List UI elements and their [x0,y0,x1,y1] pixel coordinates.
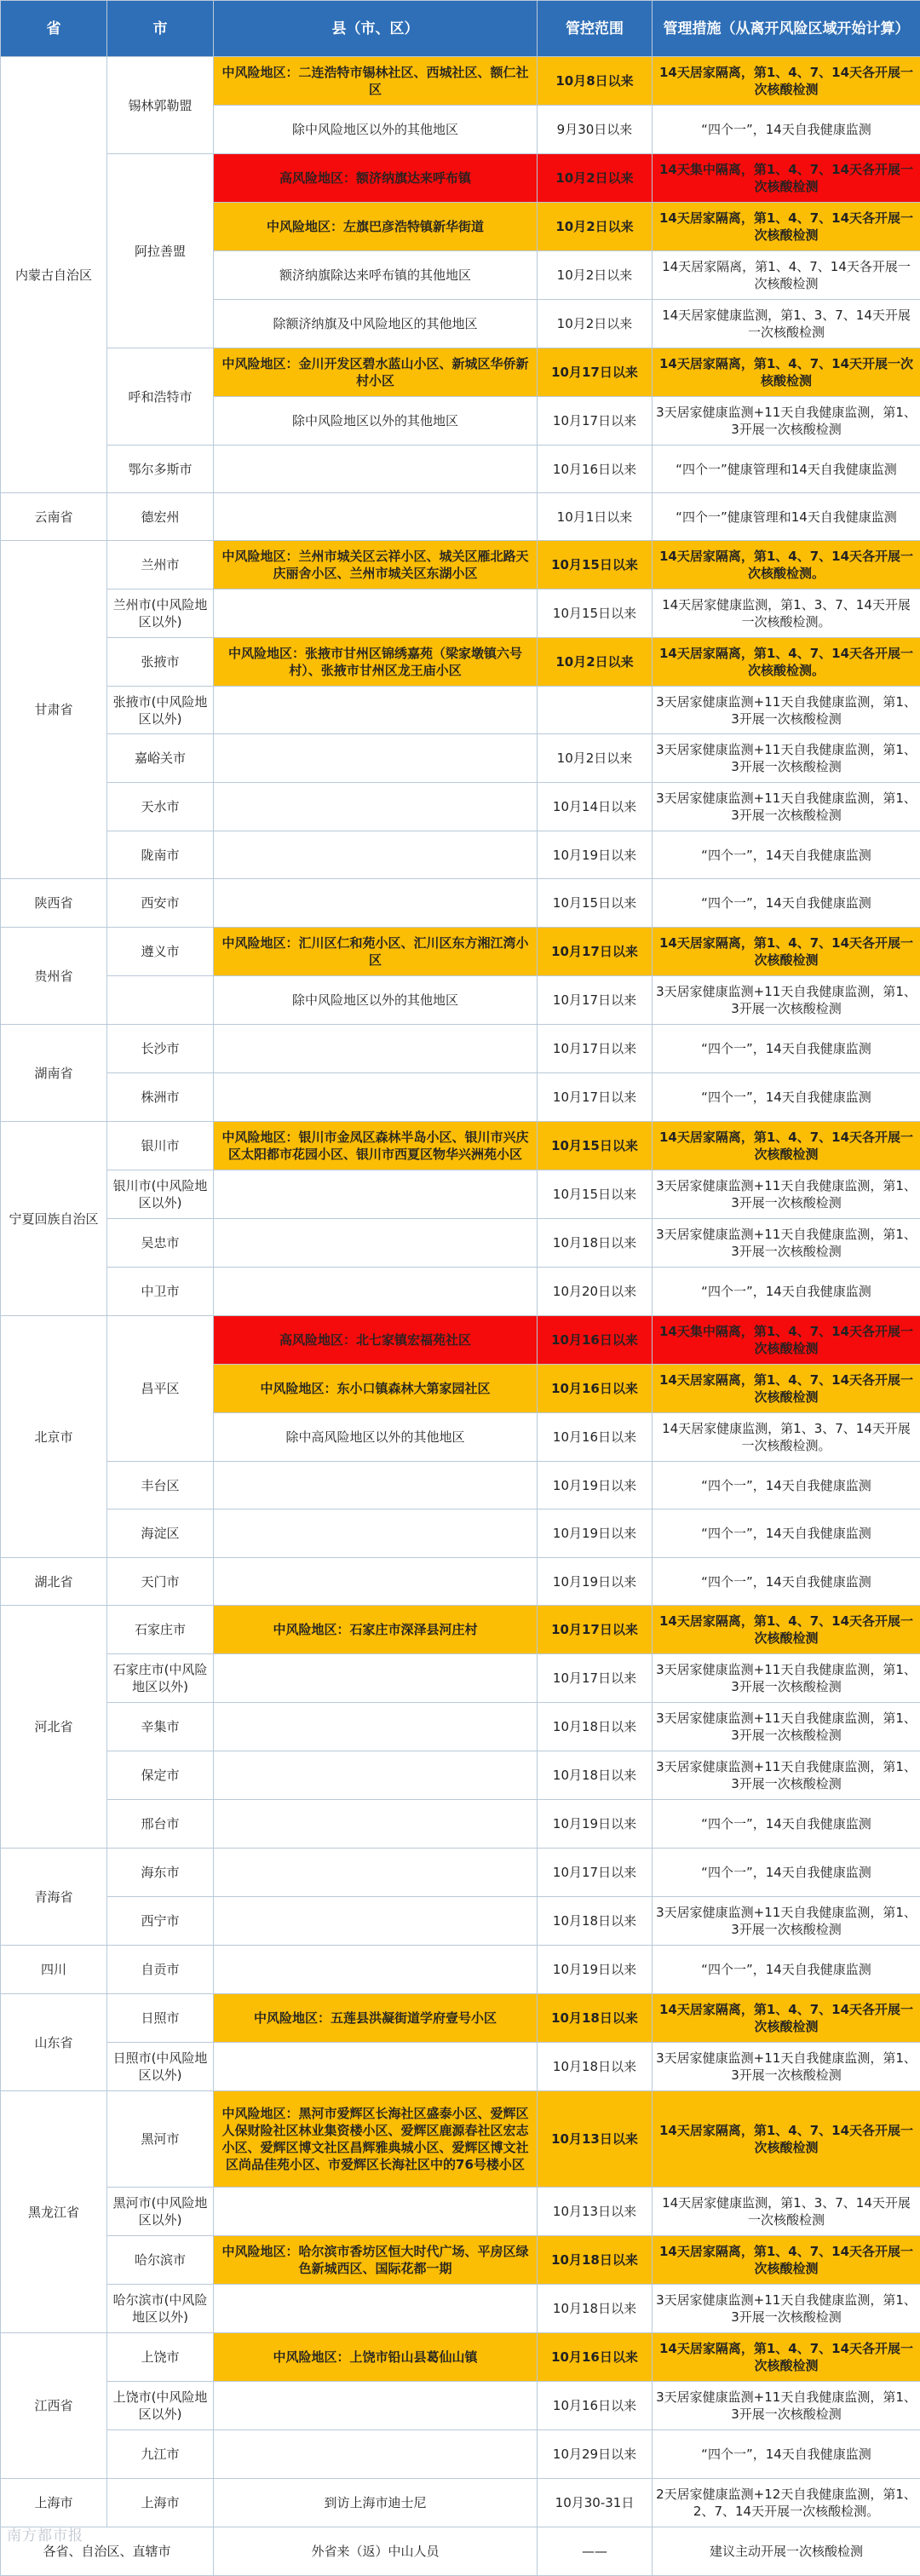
control-range-cell: 10月15日以来 [538,879,653,928]
control-range-cell: 10月16日以来 [538,1365,653,1413]
county-area-cell [214,1170,538,1219]
measure-cell: 14天居家健康监测，第1、3、7、14天开展一次核酸检测 [653,300,920,348]
county-area-cell: 中风险地区：金川开发区碧水蓝山小区、新城区华侨新村小区 [214,348,538,397]
table-row [1,831,920,879]
county-area-cell [214,1849,538,1897]
city-cell [107,976,214,1025]
city-cell: 昌平区 [107,1316,214,1462]
county-area-cell [214,1073,538,1122]
table-row [1,1849,920,1897]
measure-cell: 14天居家健康监测，第1、3、7、14天开展一次核酸检测。 [653,589,920,638]
measure-cell: “四个一”，14天自我健康监测 [653,106,920,154]
city-cell: 阿拉善盟 [107,154,214,348]
control-range-cell: 10月2日以来 [538,638,653,687]
county-area-cell: 中风险地区：银川市金凤区森林半岛小区、银川市兴庆区太阳都市花园小区、银川市西夏区物华兴洲苑小区 [214,1122,538,1170]
measure-cell: “四个一”健康管理和14天自我健康监测 [653,493,920,541]
measure-cell: 14天居家隔离，第1、4、7、14天各开展一次核酸检测 [653,1606,920,1654]
table-row [1,1800,920,1849]
table-row [1,687,920,734]
county-area-cell [214,783,538,831]
measure-cell: 14天居家健康监测，第1、3、7、14天开展一次核酸检测 [653,2188,920,2236]
county-area-cell: 到访上海市迪士尼 [214,2479,538,2527]
city-cell: 丰台区 [107,1462,214,1509]
measure-cell: 3天居家健康监测+11天自我健康监测，第1、3开展一次核酸检测 [653,1170,920,1219]
control-range-cell: 10月17日以来 [538,1606,653,1654]
table-row [1,2479,920,2527]
measure-cell: “四个一”，14天自我健康监测 [653,879,920,928]
county-area-cell: 除额济纳旗及中风险地区的其他地区 [214,300,538,348]
measure-cell: “四个一”，14天自我健康监测 [653,1558,920,1606]
county-area-cell [214,687,538,734]
measure-cell: 14天居家隔离，第1、4、7、14天各开展一次核酸检测。 [653,541,920,589]
table-row [1,1316,920,1365]
control-range-cell: 10月2日以来 [538,154,653,203]
table-row [1,1606,920,1654]
header-province: 省 [1,1,107,57]
measure-cell: 14天居家隔离，第1、4、7、14天各开展一次核酸检测 [653,203,920,251]
control-range-cell: 10月17日以来 [538,1654,653,1703]
measure-cell: 3天居家健康监测+11天自我健康监测，第1、3开展一次核酸检测 [653,976,920,1025]
county-area-cell: 高风险地区：额济纳旗达来呼布镇 [214,154,538,203]
measure-cell: “四个一”，14天自我健康监测 [653,1849,920,1897]
city-cell: 锡林郭勒盟 [107,57,214,154]
measure-cell: “四个一”，14天自我健康监测 [653,1800,920,1849]
control-range-cell: 10月16日以来 [538,1316,653,1365]
control-range-cell [538,687,653,734]
control-range-cell: 10月13日以来 [538,2091,653,2188]
table-row [1,783,920,831]
county-area-cell: 中风险地区：黑河市爱辉区长海社区盛泰小区、爱辉区人保财险社区林业集资楼小区、爱辉区鹿源春社区宏志小区、爱辉区博文社区昌辉雅典城小区、爱辉区博文社区尚品佳苑小区、市爱辉区长海社区中的76号楼小区 [214,2091,538,2188]
control-range-cell: 10月18日以来 [538,1897,653,1946]
measure-cell: “四个一”，14天自我健康监测 [653,1946,920,1994]
table-row [1,1897,920,1946]
table-row [1,493,920,541]
city-cell: 嘉峪关市 [107,734,214,783]
city-cell: 中卫市 [107,1268,214,1316]
table-row [1,2188,920,2236]
county-area-cell: 中风险地区：左旗巴彦浩特镇新华街道 [214,203,538,251]
county-area-cell [214,1219,538,1268]
measure-cell: 3天居家健康监测+11天自我健康监测，第1、3开展一次核酸检测 [653,1219,920,1268]
control-range-cell: 10月18日以来 [538,1751,653,1800]
measure-cell: “四个一”，14天自我健康监测 [653,831,920,879]
measure-cell: 建议主动开展一次核酸检测 [653,2527,920,2576]
county-area-cell [214,1800,538,1849]
control-range-cell: 10月16日以来 [538,446,653,493]
control-range-cell: 10月18日以来 [538,1994,653,2043]
city-cell: 保定市 [107,1751,214,1800]
control-range-cell: 10月19日以来 [538,1462,653,1509]
measure-cell: “四个一”，14天自我健康监测 [653,2430,920,2479]
control-range-cell: 10月2日以来 [538,203,653,251]
province-cell: 湖南省 [1,1025,107,1122]
city-cell: 西宁市 [107,1897,214,1946]
city-cell: 九江市 [107,2430,214,2479]
province-cell: 各省、自治区、直辖市 [1,2527,214,2576]
city-cell: 天门市 [107,1558,214,1606]
measure-cell: “四个一”，14天自我健康监测 [653,1509,920,1558]
county-area-cell: 中风险地区：汇川区仁和苑小区、汇川区东方湘江湾小区 [214,928,538,976]
city-cell: 上饶市(中风险地区以外) [107,2382,214,2430]
measure-cell: 3天居家健康监测+11天自我健康监测，第1、3开展一次核酸检测 [653,783,920,831]
county-area-cell [214,2430,538,2479]
table-row [1,1946,920,1994]
measure-cell: 3天居家健康监测+11天自我健康监测，第1、3开展一次核酸检测 [653,2043,920,2091]
measure-cell: 14天居家隔离，第1、4、7、14天开展一次核酸检测 [653,348,920,397]
city-cell: 株洲市 [107,1073,214,1122]
control-range-cell: 10月17日以来 [538,976,653,1025]
county-area-cell: 中风险地区：上饶市铅山县葛仙山镇 [214,2333,538,2382]
county-area-cell: 高风险地区：北七家镇宏福苑社区 [214,1316,538,1365]
province-cell: 甘肃省 [1,541,107,879]
measure-cell: 3天居家健康监测+11天自我健康监测，第1、3开展一次核酸检测 [653,1751,920,1800]
city-cell: 天水市 [107,783,214,831]
measure-cell: “四个一”，14天自我健康监测 [653,1462,920,1509]
control-range-cell: 9月30日以来 [538,106,653,154]
county-area-cell [214,2382,538,2430]
control-range-cell: 10月16日以来 [538,2333,653,2382]
measure-cell: 14天集中隔离，第1、4、7、14天各开展一次核酸检测 [653,154,920,203]
city-cell: 哈尔滨市 [107,2236,214,2285]
city-cell: 银川市(中风险地区以外) [107,1170,214,1219]
control-range-cell: 10月15日以来 [538,1122,653,1170]
control-range-cell: 10月16日以来 [538,1413,653,1462]
measure-cell: 14天居家隔离，第1、4、7、14天各开展一次核酸检测 [653,2236,920,2285]
county-area-cell [214,1654,538,1703]
table-row [1,1122,920,1170]
measure-cell: “四个一”，14天自我健康监测 [653,1268,920,1316]
control-range-cell: 10月1日以来 [538,493,653,541]
measure-cell: “四个一”，14天自我健康监测 [653,1025,920,1073]
county-area-cell [214,1946,538,1994]
table-row [1,2333,920,2382]
county-area-cell [214,2285,538,2333]
measure-cell: 14天居家隔离，第1、4、7、14天各开展一次核酸检测 [653,1994,920,2043]
table-row [1,446,920,493]
control-range-cell: 10月8日以来 [538,57,653,106]
county-area-cell: 除中风险地区以外的其他地区 [214,106,538,154]
control-range-cell: 10月15日以来 [538,1170,653,1219]
city-cell: 黑河市 [107,2091,214,2188]
province-cell: 内蒙古自治区 [1,57,107,493]
control-range-cell: 10月13日以来 [538,2188,653,2236]
measure-cell: 14天居家隔离，第1、4、7、14天各开展一次核酸检测。 [653,638,920,687]
control-range-cell: 10月14日以来 [538,783,653,831]
control-range-cell: 10月17日以来 [538,348,653,397]
control-range-cell: 10月15日以来 [538,589,653,638]
county-area-cell: 中风险地区：张掖市甘州区锦绣嘉苑（梁家墩镇六号村）、张掖市甘州区龙王庙小区 [214,638,538,687]
province-cell: 上海市 [1,2479,107,2527]
county-area-cell [214,493,538,541]
province-cell: 江西省 [1,2333,107,2479]
measure-cell: 14天居家隔离，第1、4、7、14天各开展一次核酸检测 [653,2333,920,2382]
city-cell: 海淀区 [107,1509,214,1558]
measure-cell: 14天居家健康监测，第1、3、7、14天开展一次核酸检测。 [653,1413,920,1462]
table-row [1,1509,920,1558]
province-cell: 河北省 [1,1606,107,1849]
county-area-cell [214,2043,538,2091]
table-row [1,1025,920,1073]
table-row [1,1219,920,1268]
measure-cell: 14天居家隔离，第1、4、7、14天各开展一次核酸检测 [653,251,920,300]
county-area-cell: 中风险地区：五莲县洪凝街道学府壹号小区 [214,1994,538,2043]
city-cell: 黑河市(中风险地区以外) [107,2188,214,2236]
county-area-cell: 额济纳旗除达来呼布镇的其他地区 [214,251,538,300]
city-cell: 辛集市 [107,1703,214,1751]
header-measures: 管理措施（从离开风险区域开始计算） [653,1,920,57]
control-range-cell: 10月17日以来 [538,1025,653,1073]
control-range-cell: —— [538,2527,653,2576]
county-area-cell: 除中风险地区以外的其他地区 [214,397,538,446]
control-range-cell: 10月17日以来 [538,1849,653,1897]
table-row [1,638,920,687]
table-row [1,976,920,1025]
control-range-cell: 10月19日以来 [538,1509,653,1558]
county-area-cell: 除中高风险地区以外的其他地区 [214,1413,538,1462]
measure-cell: 3天居家健康监测+11天自我健康监测，第1、3开展一次核酸检测 [653,1654,920,1703]
county-area-cell [214,1703,538,1751]
county-area-cell [214,1509,538,1558]
measure-cell: 14天居家隔离，第1、4、7、14天各开展一次核酸检测 [653,928,920,976]
table-row [1,1994,920,2043]
control-range-cell: 10月20日以来 [538,1268,653,1316]
measure-cell: 14天居家隔离，第1、4、7、14天各开展一次核酸检测 [653,1122,920,1170]
county-area-cell: 中风险地区：东小口镇森林大第家园社区 [214,1365,538,1413]
measure-cell: 3天居家健康监测+11天自我健康监测，第1、3开展一次核酸检测 [653,397,920,446]
city-cell: 德宏州 [107,493,214,541]
measure-cell: 14天集中隔离，第1、4、7、14天各开展一次核酸检测 [653,1316,920,1365]
header-city: 市 [107,1,214,57]
control-range-cell: 10月18日以来 [538,2236,653,2285]
province-cell: 云南省 [1,493,107,541]
header-county: 县（市、区） [214,1,538,57]
city-cell: 自贡市 [107,1946,214,1994]
table-header-row [1,1,920,57]
province-cell: 宁夏回族自治区 [1,1122,107,1316]
county-area-cell [214,1462,538,1509]
measure-cell: 14天居家隔离，第1、4、7、14天各开展一次核酸检测 [653,1365,920,1413]
province-cell: 四川 [1,1946,107,1994]
measure-cell: 14天居家隔离，第1、4、7、14天各开展一次核酸检测 [653,57,920,106]
city-cell: 兰州市(中风险地区以外) [107,589,214,638]
county-area-cell [214,879,538,928]
table-row [1,1558,920,1606]
control-range-cell: 10月18日以来 [538,1219,653,1268]
control-range-cell: 10月15日以来 [538,541,653,589]
county-area-cell: 中风险地区：哈尔滨市香坊区恒大时代广场、平房区绿色新城西区、国际花都一期 [214,2236,538,2285]
county-area-cell [214,589,538,638]
table-row [1,2382,920,2430]
province-cell: 贵州省 [1,928,107,1025]
table-row [1,57,920,106]
city-cell: 遵义市 [107,928,214,976]
table-row [1,2430,920,2479]
county-area-cell [214,734,538,783]
control-range-cell: 10月18日以来 [538,1703,653,1751]
table-row [1,879,920,928]
control-range-cell: 10月17日以来 [538,397,653,446]
measure-cell: 3天居家健康监测+11天自我健康监测，第1、3开展一次核酸检测 [653,734,920,783]
city-cell: 兰州市 [107,541,214,589]
county-area-cell [214,2188,538,2236]
control-range-cell: 10月17日以来 [538,928,653,976]
header-control-range: 管控范围 [538,1,653,57]
city-cell: 鄂尔多斯市 [107,446,214,493]
control-range-cell: 10月16日以来 [538,2382,653,2430]
table-body [1,57,920,2576]
control-range-cell: 10月18日以来 [538,2285,653,2333]
control-range-cell: 10月2日以来 [538,734,653,783]
table-row [1,1703,920,1751]
control-range-cell: 10月30-31日 [538,2479,653,2527]
measure-cell: 3天居家健康监测+11天自我健康监测，第1、3开展一次核酸检测 [653,2382,920,2430]
table-row [1,928,920,976]
table-row [1,2043,920,2091]
measure-cell: 3天居家健康监测+11天自我健康监测，第1、3开展一次核酸检测 [653,687,920,734]
control-range-cell: 10月19日以来 [538,1946,653,1994]
watermark-text: 南方都市报 [7,2523,83,2544]
city-cell: 西安市 [107,879,214,928]
city-cell: 海东市 [107,1849,214,1897]
county-area-cell [214,1025,538,1073]
control-range-cell: 10月2日以来 [538,300,653,348]
control-range-cell: 10月2日以来 [538,251,653,300]
province-cell: 北京市 [1,1316,107,1558]
table-row [1,734,920,783]
table-row [1,348,920,397]
city-cell: 吴忠市 [107,1219,214,1268]
table-row [1,2091,920,2188]
control-range-cell: 10月29日以来 [538,2430,653,2479]
city-cell: 陇南市 [107,831,214,879]
table-row [1,1073,920,1122]
province-cell: 湖北省 [1,1558,107,1606]
county-area-cell: 中风险地区：石家庄市深泽县河庄村 [214,1606,538,1654]
county-area-cell [214,1751,538,1800]
table-row [1,2285,920,2333]
table-row [1,2236,920,2285]
county-area-cell: 外省来（返）中山人员 [214,2527,538,2576]
county-area-cell [214,831,538,879]
province-cell: 黑龙江省 [1,2091,107,2333]
city-cell: 日照市(中风险地区以外) [107,2043,214,2091]
city-cell: 石家庄市(中风险地区以外) [107,1654,214,1703]
city-cell: 张掖市 [107,638,214,687]
control-range-cell: 10月19日以来 [538,1800,653,1849]
city-cell: 上饶市 [107,2333,214,2382]
table-row [1,1170,920,1219]
measure-cell: 3天居家健康监测+11天自我健康监测，第1、3开展一次核酸检测 [653,1897,920,1946]
table-row [1,154,920,203]
province-cell: 陕西省 [1,879,107,928]
county-area-cell [214,446,538,493]
city-cell: 长沙市 [107,1025,214,1073]
table-row [1,589,920,638]
city-cell: 银川市 [107,1122,214,1170]
county-area-cell: 除中风险地区以外的其他地区 [214,976,538,1025]
county-area-cell [214,1268,538,1316]
table-row [1,541,920,589]
measure-cell: 2天居家健康监测+12天自我健康监测，第1、2、7、14天开展一次核酸检测。 [653,2479,920,2527]
table-row [1,1751,920,1800]
city-cell: 石家庄市 [107,1606,214,1654]
province-cell: 青海省 [1,1849,107,1946]
control-range-cell: 10月19日以来 [538,1558,653,1606]
city-cell: 日照市 [107,1994,214,2043]
table-row [1,2527,920,2576]
control-range-cell: 10月17日以来 [538,1073,653,1122]
measure-cell: “四个一”，14天自我健康监测 [653,1073,920,1122]
city-cell: 上海市 [107,2479,214,2527]
county-area-cell: 中风险地区：二连浩特市锡林社区、西城社区、额仁社区 [214,57,538,106]
measure-cell: 14天居家隔离，第1、4、7、14天各开展一次核酸检测 [653,2091,920,2188]
county-area-cell [214,1897,538,1946]
control-range-cell: 10月18日以来 [538,2043,653,2091]
city-cell: 邢台市 [107,1800,214,1849]
measure-cell: 3天居家健康监测+11天自我健康监测，第1、3开展一次核酸检测 [653,2285,920,2333]
city-cell: 哈尔滨市(中风险地区以外) [107,2285,214,2333]
province-cell: 山东省 [1,1994,107,2091]
table-row [1,1268,920,1316]
measure-cell: “四个一”健康管理和14天自我健康监测 [653,446,920,493]
county-area-cell: 中风险地区：兰州市城关区云祥小区、城关区雁北路天庆丽舍小区、兰州市城关区东湖小区 [214,541,538,589]
table-row [1,1462,920,1509]
city-cell: 张掖市(中风险地区以外) [107,687,214,734]
control-range-cell: 10月19日以来 [538,831,653,879]
county-area-cell [214,1558,538,1606]
table-row [1,1654,920,1703]
measure-cell: 3天居家健康监测+11天自我健康监测，第1、3开展一次核酸检测 [653,1703,920,1751]
city-cell: 呼和浩特市 [107,348,214,446]
